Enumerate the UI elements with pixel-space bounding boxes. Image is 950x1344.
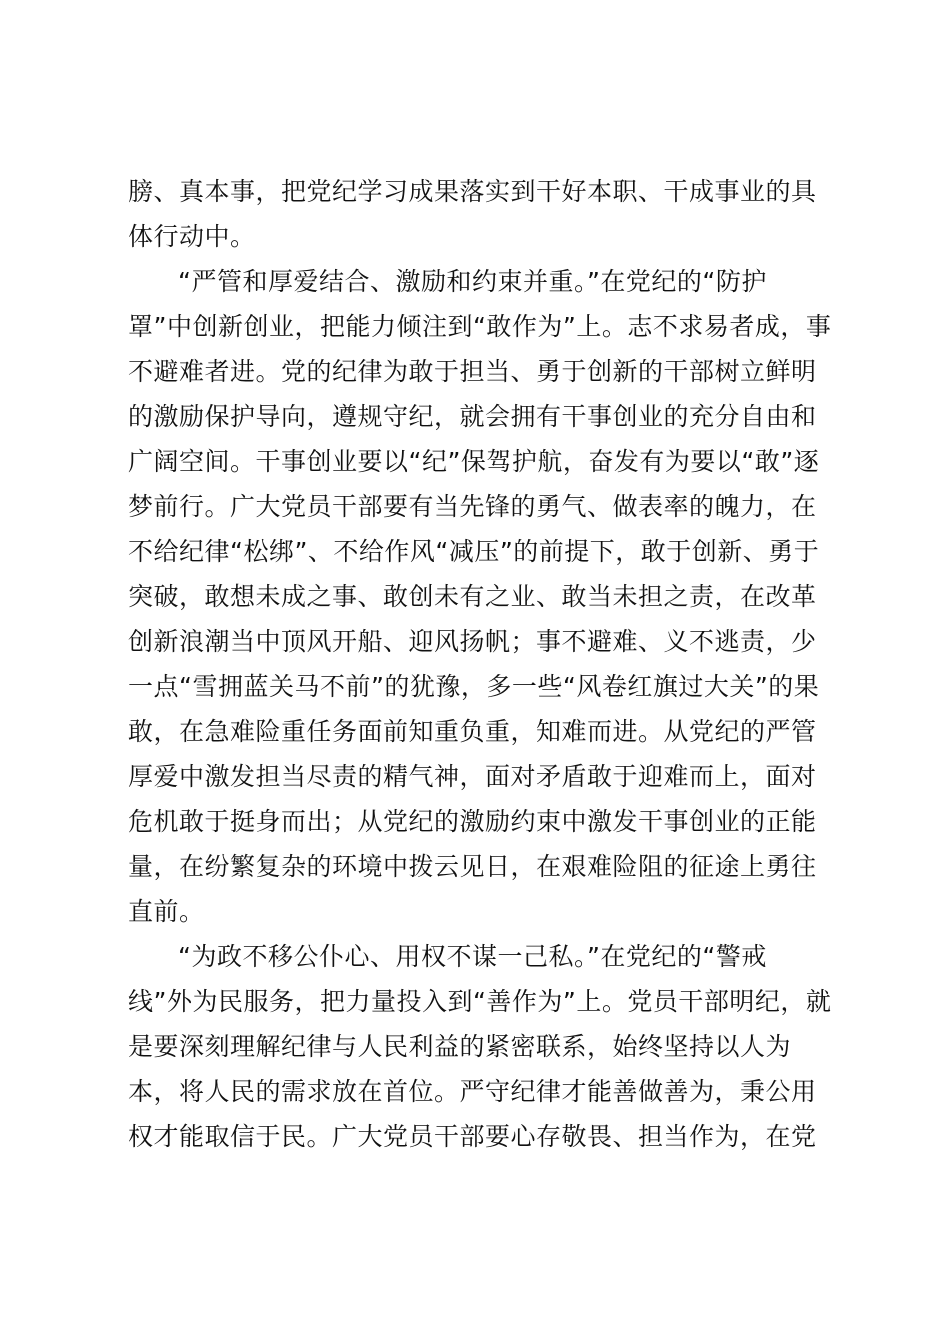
text-line: 广阔空间。干事创业要以“纪”保驾护航，奋发有为要以“敢”逐	[128, 447, 820, 476]
text-line: 突破，敢想未成之事、敢创未有之业、敢当未担之责，在改革	[128, 582, 817, 611]
text-line: 敢，在急难险重任务面前知重负重，知难而进。从党纪的严管	[128, 717, 817, 746]
text-line: 体行动中。	[128, 222, 256, 251]
text-line: 不给纪律“松绑”、不给作风“减压”的前提下，敢于创新、勇于	[128, 537, 820, 566]
paragraph-start-line: “严管和厚爱结合、激励和约束并重。”在党纪的“防护	[178, 267, 767, 296]
text-line: 一点“雪拥蓝关马不前”的犹豫，多一些“风卷红旗过大关”的果	[128, 672, 820, 701]
text-line: 权才能取信于民。广大党员干部要心存敬畏、担当作为，在党	[128, 1122, 817, 1151]
paragraph-start-line: “为政不移公仆心、用权不谋一己私。”在党纪的“警戒	[178, 942, 767, 971]
text-line: 的激励保护导向，遵规守纪，就会拥有干事创业的充分自由和	[128, 402, 817, 431]
text-line: 危机敢于挺身而出；从党纪的激励约束中激发干事创业的正能	[128, 807, 817, 836]
text-line: 本，将人民的需求放在首位。严守纪律才能善做善为，秉公用	[128, 1077, 817, 1106]
text-line: 是要深刻理解纪律与人民利益的紧密联系，始终坚持以人为	[128, 1032, 792, 1061]
text-line: 直前。	[128, 897, 205, 926]
text-line: 线”外为民服务，把力量投入到“善作为”上。党员干部明纪，就	[128, 987, 832, 1016]
text-line: 梦前行。广大党员干部要有当先锋的勇气、做表率的魄力，在	[128, 492, 817, 521]
text-line: 罩”中创新创业，把能力倾注到“敢作为”上。志不求易者成，事	[128, 312, 832, 341]
text-line: 创新浪潮当中顶风开船、迎风扬帆；事不避难、义不逃责，少	[128, 627, 817, 656]
text-line: 量，在纷繁复杂的环境中拨云见日，在艰难险阻的征途上勇往	[128, 852, 817, 881]
body-text	[128, 169, 832, 1159]
text-line: 厚爱中激发担当尽责的精气神，面对矛盾敢于迎难而上，面对	[128, 762, 817, 791]
text-line: 不避难者进。党的纪律为敢于担当、勇于创新的干部树立鲜明	[128, 357, 817, 386]
text-line: 膀、真本事，把党纪学习成果落实到干好本职、干成事业的具	[128, 177, 817, 206]
